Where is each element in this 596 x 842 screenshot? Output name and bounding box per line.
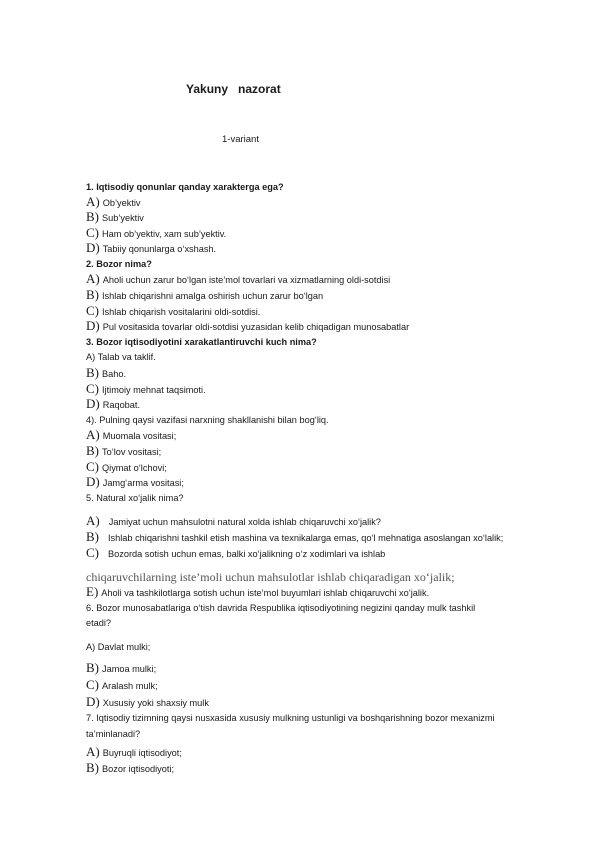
answer-option	[86, 461, 167, 474]
line-text: Ishlab chiqarishni amalga oshirish uchun zarur bo‘lgan	[102, 291, 324, 301]
answer-option	[86, 662, 156, 675]
option-letter: D)	[86, 474, 100, 489]
line-text: Pul vositasida tovarlar oldi-sotdisi yuzasidan kelib chiqadigan munosabatlar	[102, 322, 410, 332]
line-text: Buyruqli iqtisodiyot;	[102, 748, 182, 758]
variant-label: 1-variant	[222, 134, 259, 145]
question-text	[86, 351, 156, 363]
line-text: Ob’yektiv	[102, 198, 141, 208]
line-text: 7. Iqtisodiy tizimning qaysi nusxasida xususiy mulkning ustunligi va boshqarishning bozor mexanizmi	[86, 713, 495, 723]
option-letter: D)	[86, 396, 100, 411]
option-letter: A)	[86, 427, 100, 442]
option-letter: C)	[86, 225, 99, 240]
option-letter: D)	[86, 240, 100, 255]
option-letter: E)	[86, 584, 99, 599]
option-letter: A)	[86, 513, 100, 528]
question-text	[86, 336, 317, 348]
answer-option	[86, 762, 174, 775]
option-letter: B)	[86, 365, 99, 380]
line-text: Bozorda sotish uchun emas, balki xo‘jalikning o‘z xodimlari va ishlab	[108, 549, 386, 559]
line-text: Baho.	[102, 369, 127, 379]
line-text: A) Davlat mulki;	[86, 642, 151, 652]
line-text: etadi?	[86, 618, 112, 628]
option-letter: B)	[86, 760, 99, 775]
question-text	[86, 728, 140, 740]
answer-option	[86, 211, 144, 224]
line-text: 4). Pulning qaysi vazifasi narxning shakllanishi bilan bog‘liq.	[86, 415, 329, 425]
line-text: 6. Bozor munosabatlariga o‘tish davrida Respublika iqtisodiyotining negizini qanday mulk tashkil	[86, 603, 476, 613]
answer-option	[86, 367, 126, 380]
line-text: Qiymat o‘lchovi;	[102, 463, 167, 473]
answer-option	[86, 227, 226, 240]
line-text: Sub’yektiv	[102, 213, 144, 223]
question-text	[86, 181, 284, 193]
answer-option	[86, 429, 176, 442]
option-letter: B)	[86, 209, 99, 224]
question-text	[86, 641, 150, 653]
option-letter: C)	[86, 459, 99, 474]
answer-option	[86, 383, 206, 396]
answer-option	[86, 547, 385, 560]
option-letter: C)	[86, 381, 99, 396]
answer-option	[86, 242, 216, 255]
question-text	[86, 617, 111, 629]
answer-option	[86, 586, 429, 599]
answer-option	[86, 305, 260, 318]
line-text: Jamg‘arma vositasi;	[102, 478, 184, 488]
line-text: ta’minlanadi?	[86, 729, 141, 739]
answer-option	[86, 515, 381, 528]
document-title: Yakuny nazorat	[186, 82, 281, 96]
option-letter: B)	[86, 443, 99, 458]
option-letter: A)	[86, 194, 100, 209]
question-text	[86, 602, 475, 614]
question-text	[86, 258, 152, 270]
answer-option	[86, 398, 140, 411]
option-letter: A)	[86, 744, 100, 759]
line-text: 2. Bozor nima?	[86, 259, 152, 269]
answer-option	[86, 196, 141, 209]
answer-option	[86, 531, 503, 544]
option-letter: C)	[86, 677, 99, 692]
line-text: Ijtimoiy mehnat taqsimoti.	[102, 385, 206, 395]
line-text: chiqaruvchilarning iste’moli uchun mahsulotlar ishlab chiqaradigan xo‘jalik;	[86, 570, 455, 584]
line-text: Xususiy yoki shaxsiy mulk	[102, 698, 209, 708]
option-letter: A)	[86, 271, 100, 286]
answer-continuation	[86, 570, 455, 585]
line-text: Tabiiy qonunlarga o‘xshash.	[102, 244, 217, 254]
option-letter: D)	[86, 694, 100, 709]
line-text: Aralash mulk;	[102, 681, 158, 691]
question-text	[86, 492, 184, 504]
option-letter: D)	[86, 318, 100, 333]
answer-option	[86, 289, 323, 302]
option-letter: C)	[86, 303, 99, 318]
answer-option	[86, 679, 158, 692]
line-text: Muomala vositasi;	[102, 431, 177, 441]
option-letter: C)	[86, 545, 99, 560]
line-text: Ishlab chiqarish vositalarini oldi-sotdisi.	[102, 307, 261, 317]
line-text: Ishlab chiqarishni tashkil etish mashina va texnikalarga emas, qo‘l mehnatiga asoslangan xo‘lalik;	[108, 533, 504, 543]
line-text: Jamoa mulki;	[102, 664, 157, 674]
question-text	[86, 712, 495, 724]
line-text: 1. Iqtisodiy qonunlar qanday xarakterga ega?	[86, 182, 284, 192]
line-text: Raqobat.	[102, 400, 141, 410]
option-letter: B)	[86, 287, 99, 302]
answer-option	[86, 476, 184, 489]
answer-option	[86, 696, 209, 709]
option-letter: B)	[86, 660, 99, 675]
line-text: Aholi uchun zarur bo‘lgan iste’mol tovarlari va xizmatlarning oldi-sotdisi	[102, 275, 391, 285]
line-text: Bozor iqtisodiyoti;	[102, 764, 175, 774]
line-text: A) Talab va taklif.	[86, 352, 156, 362]
line-text: 5. Natural xo‘jalik nima?	[86, 493, 184, 503]
answer-option	[86, 320, 409, 333]
option-letter: B)	[86, 529, 99, 544]
line-text: Ham ob’yektiv, xam sub’yektiv.	[102, 229, 227, 239]
line-text: To‘lov vositasi;	[102, 447, 162, 457]
answer-option	[86, 746, 182, 759]
line-text: Aholi va tashkilotlarga sotish uchun iste’mol buyumlari ishlab chiqaruvchi xo‘jalik.	[101, 588, 430, 598]
answer-option	[86, 273, 390, 286]
answer-option	[86, 445, 161, 458]
question-text	[86, 414, 329, 426]
line-text: 3. Bozor iqtisodiyotini xarakatlantiruvchi kuch nima?	[86, 337, 317, 347]
line-text: Jamiyat uchun mahsulotni natural xolda ishlab chiqaruvchi xo‘jalik?	[108, 517, 381, 527]
